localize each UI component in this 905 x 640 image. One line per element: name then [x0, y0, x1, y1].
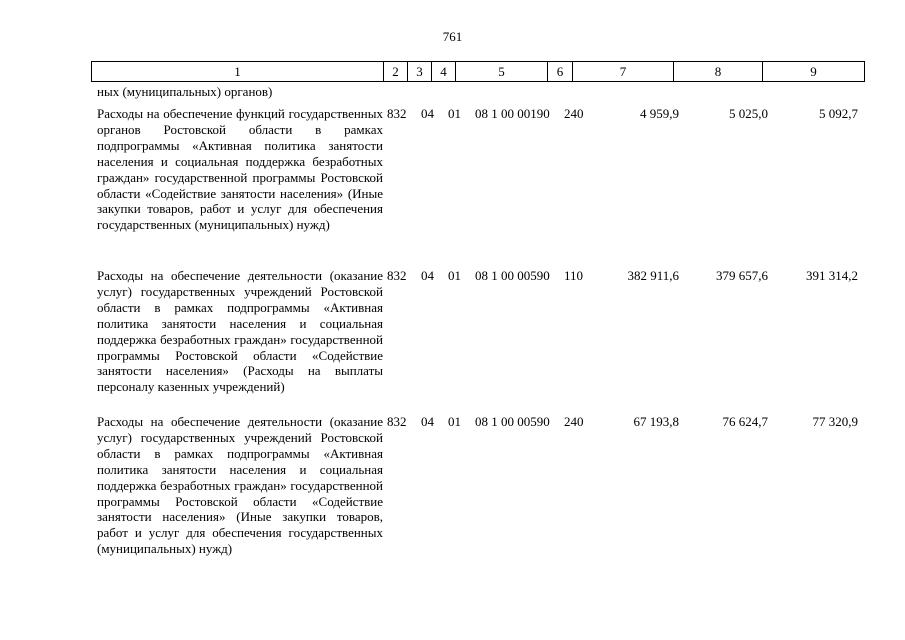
row-amount-2: 5 025,0	[729, 106, 768, 121]
row-amount-1: 4 959,9	[640, 106, 679, 121]
continuation-text: ных (муниципальных) органов)	[97, 84, 273, 99]
column-header-7: 7	[573, 62, 674, 81]
row-expense-type: 110	[564, 268, 584, 283]
row-amount-3: 391 314,2	[806, 268, 858, 283]
column-header-1: 1	[92, 62, 384, 81]
row-target-article: 08 1 00 00590	[475, 414, 550, 429]
row-ministry-code: 832	[387, 106, 407, 121]
column-header-5: 5	[456, 62, 548, 81]
column-header-4: 4	[432, 62, 456, 81]
row-amount-1: 67 193,8	[633, 414, 679, 429]
row-ministry-code: 832	[387, 268, 407, 283]
row-amount-3: 5 092,7	[819, 106, 858, 121]
column-header-8: 8	[674, 62, 763, 81]
row-target-article: 08 1 00 00590	[475, 268, 550, 283]
row-description: Расходы на обеспечение деятельности (оказание услуг) государственных учреждений Ростовской области в рамках подпрограммы «Активная политика занятости населения и социальная поддержка безработных граждан» государственной программы Ростовской области «Содействие занятости населения» (Расходы на выплаты персоналу казенных учреждений)	[97, 268, 383, 395]
row-expense-type: 240	[564, 106, 584, 121]
row-expense-type: 240	[564, 414, 584, 429]
table-header	[91, 61, 865, 82]
row-amount-2: 76 624,7	[722, 414, 768, 429]
row-subsection-code: 01	[448, 106, 461, 121]
row-amount-2: 379 657,6	[716, 268, 768, 283]
page-number: 761	[442, 29, 463, 44]
row-target-article: 08 1 00 00190	[475, 106, 550, 121]
row-ministry-code: 832	[387, 414, 407, 429]
row-subsection-code: 01	[448, 414, 461, 429]
row-section-code: 04	[421, 106, 434, 121]
row-amount-3: 77 320,9	[812, 414, 858, 429]
row-description: Расходы на обеспечение функций государственных органов Ростовской области в рамках подпрограммы «Активная политика занятости населения и социальная поддержка безработных граждан» государственной программы Ростовской области «Содействие занятости населения» (Иные закупки товаров, работ и услуг для обеспечения государственных (муниципальных) нужд)	[97, 106, 383, 233]
column-header-2: 2	[384, 62, 408, 81]
row-description: Расходы на обеспечение деятельности (оказание услуг) государственных учреждений Ростовской области в рамках подпрограммы «Активная политика занятости населения и социальная поддержка безработных граждан» государственной программы Ростовской области «Содействие занятости населения» (Иные закупки товаров, работ и услуг для обеспечения государственных (муниципальных) нужд)	[97, 414, 383, 557]
column-header-3: 3	[408, 62, 432, 81]
column-header-6: 6	[548, 62, 573, 81]
row-subsection-code: 01	[448, 268, 461, 283]
row-section-code: 04	[421, 414, 434, 429]
column-header-9: 9	[810, 64, 817, 79]
row-amount-1: 382 911,6	[627, 268, 679, 283]
row-section-code: 04	[421, 268, 434, 283]
